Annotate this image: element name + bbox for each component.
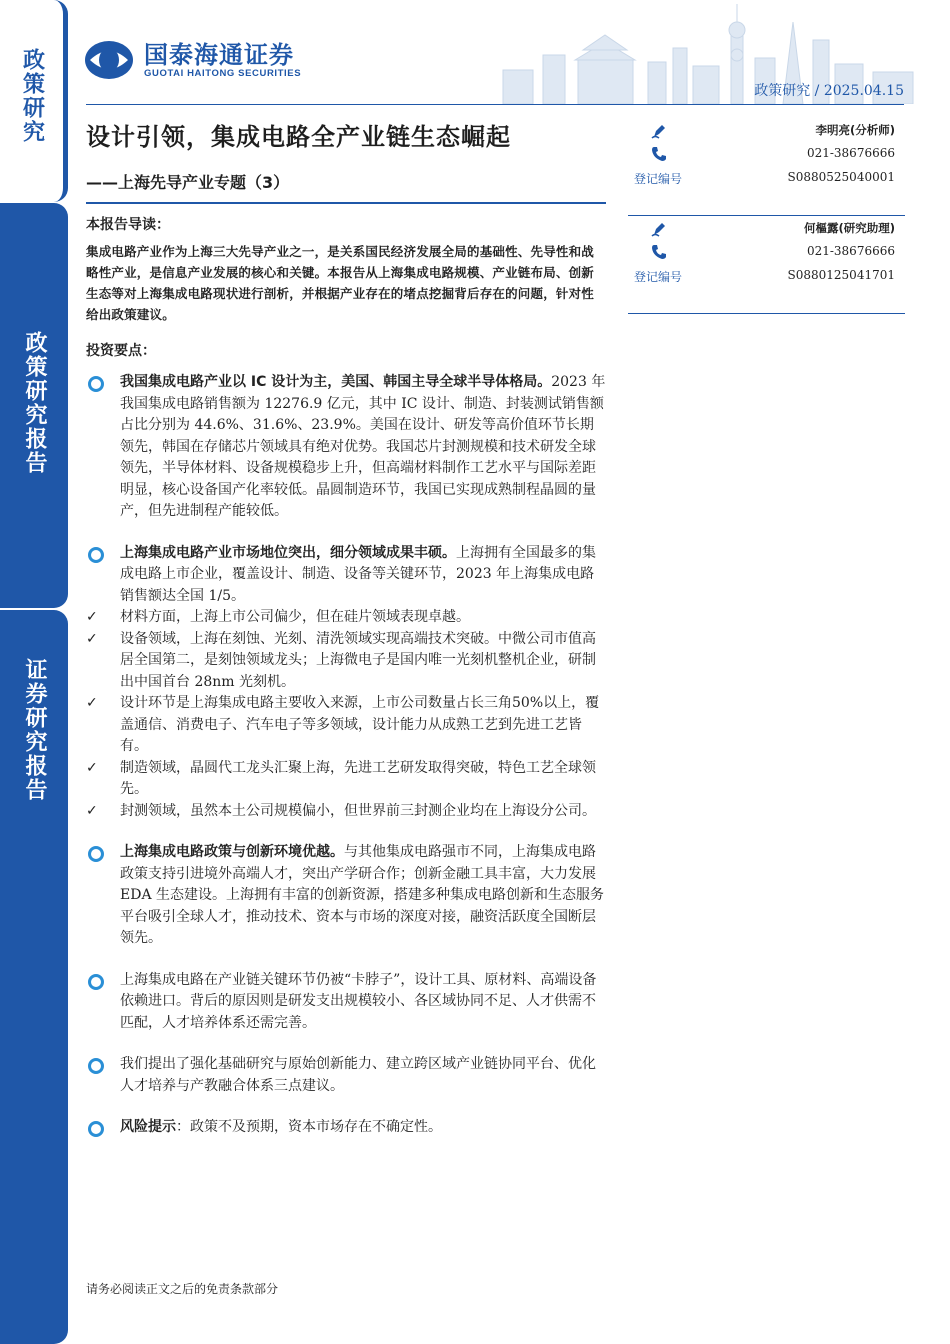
header-meta [754, 80, 904, 100]
report-body [86, 215, 606, 1139]
author-card [628, 118, 905, 216]
sidebar-tab-policy-report[interactable] [0, 203, 68, 608]
key-point-text: 我们提出了强化基础研究与原始创新能力、建立跨区域产业链协同平台、优化人才培养与产教融合体系三点建议。 [120, 1056, 596, 1094]
meta-separator: / [814, 83, 824, 99]
check-item [86, 629, 606, 694]
key-point [86, 372, 606, 523]
key-point [86, 543, 606, 608]
sidebar-tab-label: 证券研究报告 [22, 658, 47, 802]
registration-number: S0880525040001 [787, 170, 895, 184]
key-point-text: 2023 年我国集成电路销售额为 12276.9 亿元，其中 IC 设计、制造、封装测试销售额占比分别为 44.6%、31.6%、23.9%。美国在设计、研发等高价值环节长期领先，韩国在存储芯片领域具有绝对优势。我国芯片封测规模和技术研发全球领先，半导体材料、设备规模稳步上升，但高端材料制作工艺水平与国际差距明显，核心设备国产化率较低。晶圆制造环节，我国已实现成熟制程晶圆的量产，但先进制程产能较低。 [120, 374, 606, 519]
check-item [86, 801, 606, 823]
key-point-text: 与其他集成电路强市不同，上海集成电路政策支持引进境外高端人才，突出产学研合作；创新金融工具丰富，大力发展 EDA 生态建设。上海拥有丰富的创新资源，搭建多种集成电路创新和生态服务平台吸引全球人才，推动技术、资本与市场的深度对接，融资活跃度全国断层领先。 [120, 844, 605, 946]
bullet-icon [88, 974, 104, 990]
header-rule [86, 104, 904, 105]
report-subtitle: ——上海先导产业专题（3） [86, 173, 290, 192]
checkmark-icon: ✓ [86, 609, 98, 625]
bullet-icon [88, 846, 104, 862]
risk-warning-text: ：政策不及预期，资本市场存在不确定性。 [176, 1119, 442, 1135]
author-card [628, 216, 905, 314]
check-item-text: 设备领域，上海在刻蚀、光刻、清洗领域实现高端技术突破。中微公司市值高居全国第二，是刻蚀领域龙头；上海微电子是国内唯一光刻机整机企业，研制出中国首台 28nm 光刻机。 [120, 630, 596, 690]
author-phone: 021-38676666 [806, 146, 895, 160]
checkmark-icon: ✓ [86, 630, 98, 647]
check-item [86, 607, 606, 629]
risk-warning [86, 1117, 606, 1139]
bullet-icon [88, 376, 104, 392]
author-name: 何樞露(研究助理) [803, 221, 895, 235]
intro-heading: 本报告导读： [86, 217, 170, 233]
author-panel [628, 118, 905, 314]
author-phone: 021-38676666 [806, 244, 895, 258]
key-point-text: 上海拥有全国最多的集成电路上市企业，覆盖设计、制造、设备等关键环节，2023 年上海集成电路销售额达全国 1/5。 [120, 544, 596, 604]
bullet-icon [88, 547, 104, 563]
sidebar-tab-securities-report[interactable] [0, 610, 68, 1344]
author-name: 李明亮(分析师) [815, 123, 895, 137]
page-header [68, 0, 950, 108]
report-category: 政策研究 [754, 83, 811, 99]
key-point-bold: 我国集成电路产业以 IC 设计为主，美国、韩国主导全球半导体格局。 [120, 374, 552, 390]
title-rule [86, 202, 606, 204]
registration-label: 登记编号 [634, 172, 683, 186]
check-item [86, 693, 606, 758]
logo-name-cn: 国泰海通证券 [144, 40, 294, 69]
registration-label: 登记编号 [634, 270, 683, 284]
bullet-icon [88, 1058, 104, 1074]
checkmark-icon: ✓ [86, 759, 98, 776]
sidebar-tab-label: 政策研究 [19, 48, 45, 144]
key-point [86, 842, 606, 950]
points-heading: 投资要点： [86, 342, 156, 359]
check-item-text: 封测领域，虽然本土公司规模偏小，但世界前三封测企业均在上海设分公司。 [120, 802, 596, 819]
company-logo [84, 40, 301, 80]
sidebar [0, 0, 68, 1344]
key-point [86, 1054, 606, 1097]
key-point-text: 上海集成电路在产业链关键环节仍被“卡脖子”，设计工具、原材料、高端设备依赖进口。背后的原因则是研发支出规模较小、各区域协同不足、人才供需不匹配，人才培养体系还需完善。 [120, 971, 597, 1031]
checkmark-icon: ✓ [86, 695, 98, 711]
intro-text: 集成电路产业作为上海三大先导产业之一，是关系国民经济发展全局的基础性、先导性和战略性产业，是信息产业发展的核心和关键。本报告从上海集成电路规模、产业链布局、创新生态等对上海集成电路现状进行剖析，并根据产业存在的堵点挖掘背后存在的问题，针对性给出政策建议。 [86, 243, 595, 322]
risk-warning-label: 风险提示 [120, 1119, 176, 1135]
bullet-icon [88, 1121, 104, 1137]
report-title: 设计引领，集成电路全产业链生态崛起 [86, 123, 511, 151]
check-item [86, 758, 606, 801]
logo-name-en: GUOTAI HAITONG SECURITIES [144, 67, 302, 79]
sidebar-tab-policy-research[interactable] [0, 0, 68, 202]
disclaimer-footer: 请务必阅读正文之后的免责条款部分 [86, 1282, 279, 1296]
check-item-text: 材料方面，上海上市公司偏少，但在硅片领域表现卓越。 [120, 609, 470, 625]
key-point-bold: 上海集成电路产业市场地位突出，细分领域成果丰硕。 [120, 544, 456, 561]
report-date: 2025.04.15 [823, 83, 904, 99]
key-point [86, 970, 606, 1035]
registration-number: S0880125041701 [787, 268, 895, 282]
check-item-text: 设计环节是上海集成电路主要收入来源，上市公司数量占长三角50%以上，覆盖通信、消费电子、汽车电子等多领域，设计能力从成熟工艺到先进工艺皆有。 [120, 695, 600, 754]
checkmark-icon: ✓ [86, 802, 98, 819]
sidebar-tab-label: 政策研究报告 [22, 331, 47, 475]
key-point-bold: 上海集成电路政策与创新环境优越。 [120, 844, 344, 860]
logo-mark-icon [84, 40, 134, 80]
check-item-text: 制造领域，晶圆代工龙头汇聚上海，先进工艺研发取得突破，特色工艺全球领先。 [120, 759, 596, 797]
